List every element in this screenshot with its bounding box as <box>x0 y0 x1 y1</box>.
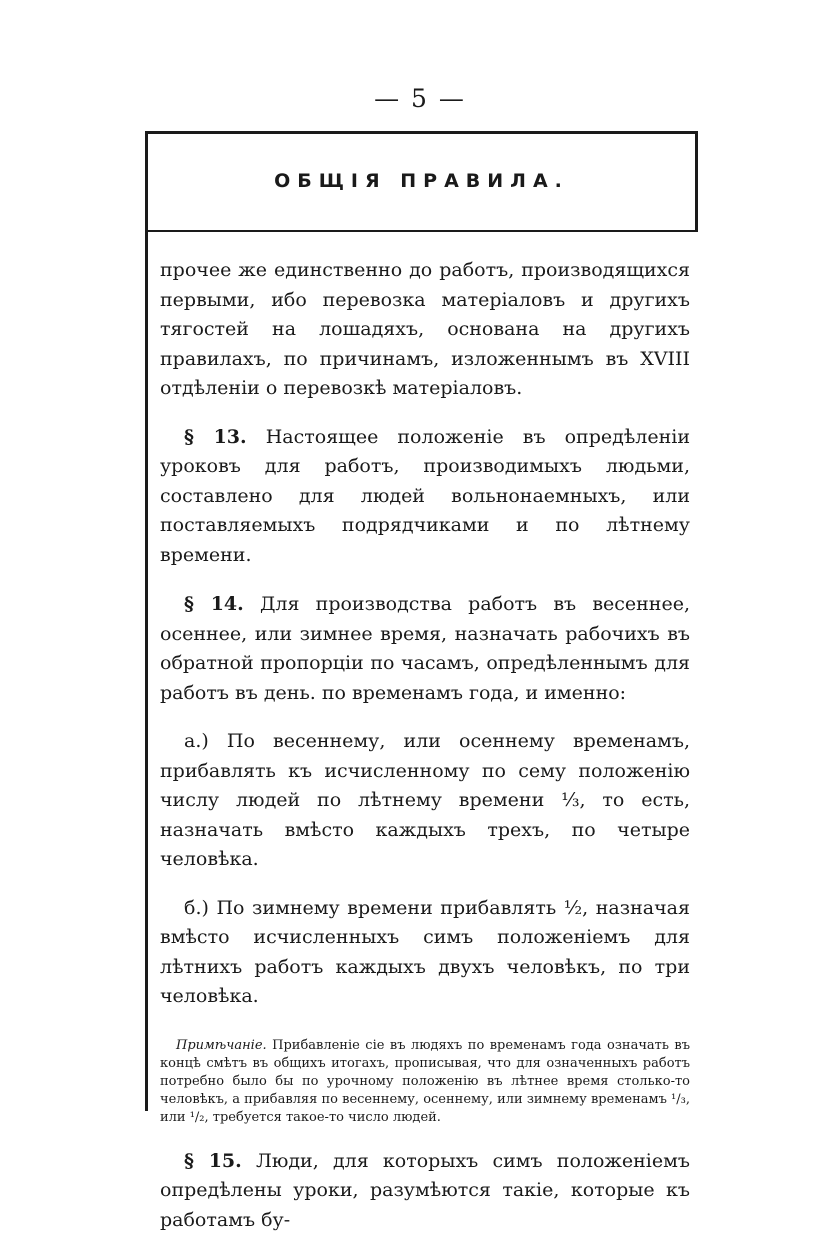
footnote-remark <box>160 1037 690 1127</box>
header-frame-left-rule <box>145 131 148 1111</box>
header-bottom-rule <box>145 230 698 232</box>
header-frame-top-rule <box>145 131 698 134</box>
page-body <box>160 256 690 1235</box>
paragraph-section-14-text: Для производства работъ въ весеннее, осеннее, или зимнее время, назначать рабочихъ въ обратной пропорціи по часамъ, опредѣленнымъ для работъ въ день. по временамъ года, и именно: <box>160 593 690 704</box>
header-frame-right-rule <box>695 131 698 232</box>
section-number-14: § 14. <box>184 593 244 615</box>
paragraph-section-15-text: Люди, для которыхъ симъ положеніемъ опредѣлены уроки, разумѣются такіе, которые къ работамъ бу- <box>160 1150 690 1231</box>
paragraph-section-13 <box>160 423 690 571</box>
section-number-15: § 15. <box>184 1150 242 1172</box>
section-heading: ОБЩІЯ ПРАВИЛА. <box>148 170 695 192</box>
paragraph-section-13-text: Настоящее положеніе въ опредѣленіи уроковъ для работъ, производимыхъ людьми, составлено для людей вольнонаемныхъ, или поставляемыхъ подрядчиками и по лѣтнему времени. <box>160 426 690 566</box>
paragraph-continuation: прочее же единственно до работъ, производящихся первыми, ибо перевозка матеріаловъ и другихъ тягостей на лошадяхъ, основана на другихъ правилахъ, по причинамъ, изложеннымъ въ XVIII отдѣленіи о перевозкѣ матеріаловъ. <box>160 256 690 404</box>
footnote-label: Примѣчаніе. <box>176 1038 267 1053</box>
section-number-13: § 13. <box>184 426 247 448</box>
paragraph-item-b: б.) По зимнему времени прибавлять ½, назначая вмѣсто исчисленныхъ симъ положеніемъ для лѣтнихъ работъ каждыхъ двухъ человѣкъ, по три человѣка. <box>160 894 690 1012</box>
paragraph-section-14 <box>160 590 690 708</box>
footnote-text: Прибавленіе сіе въ людяхъ по временамъ года означать въ концѣ смѣтъ въ общихъ итогахъ, прописывая, что для означенныхъ работъ потребно было бы по урочному положенію въ лѣтнее время столько-то человѣкъ, а прибавляя по весеннему, осеннему, или зимнему временамъ ¹/₃, или ¹/₂, требуется такое-то число людей. <box>160 1038 690 1125</box>
paragraph-item-a: а.) По весеннему, или осеннему временамъ, прибавлять къ исчисленному по сему положенію числу людей по лѣтнему времени ⅓, то есть, назначать вмѣсто каждыхъ трехъ, по четыре человѣка. <box>160 727 690 875</box>
page-number: — 5 — <box>0 84 840 113</box>
